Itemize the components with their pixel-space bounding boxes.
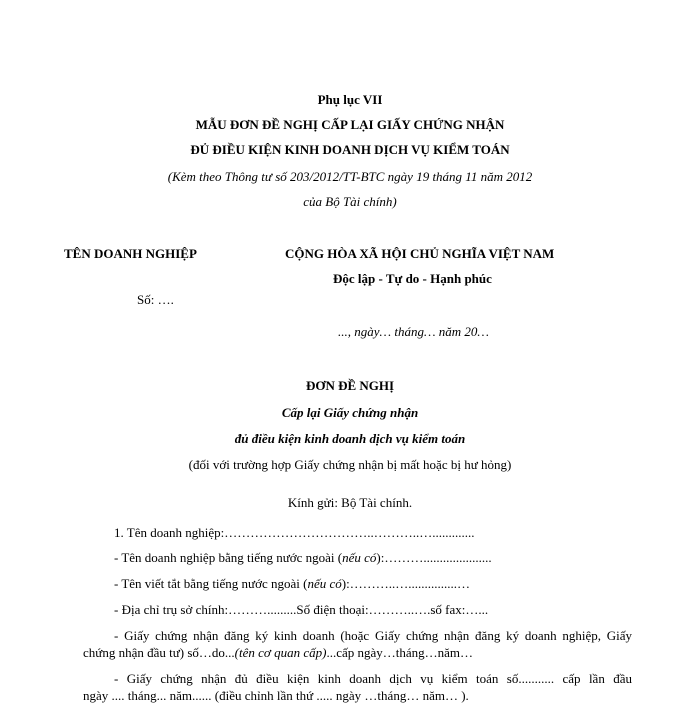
request-subtitle1: Cấp lại Giấy chứng nhận xyxy=(281,405,419,420)
attached-note-line2: của Bộ Tài chính) xyxy=(303,194,397,209)
field-business-registration-line2 xyxy=(83,645,473,661)
field-head-office: - Địa chỉ trụ sở chính:……….........Số điện thoại:………..….số fax:…... xyxy=(114,602,489,617)
republic-name: CỘNG HÒA XÃ HỘI CHỦ NGHĨA VIỆT NAM xyxy=(285,246,555,261)
field-foreign-abbrev-dots: ):………..…...............… xyxy=(341,576,470,591)
request-note: (đối với trường hợp Giấy chứng nhận bị mất hoặc bị hư hỏng) xyxy=(188,457,512,472)
field-foreign-name xyxy=(114,550,492,566)
field-foreign-name-text: - Tên doanh nghiệp bằng tiếng nước ngoài ( xyxy=(114,550,343,565)
request-subtitle2: đủ điều kiện kinh doanh dịch vụ kiểm toán xyxy=(234,431,466,446)
field-certificate-line1: - Giấy chứng nhận đủ điều kiện kinh doanh dịch vụ kiểm toán số........... cấp lần đầu xyxy=(114,671,632,686)
field-foreign-abbrev-optional: nếu có xyxy=(307,576,342,591)
appendix-label: Phụ lục VII xyxy=(317,92,383,107)
field-foreign-name-dots: ):………..................... xyxy=(376,550,492,565)
field-foreign-abbrev-text: - Tên viết tắt bằng tiếng nước ngoài ( xyxy=(114,576,308,591)
recipient-line: Kính gửi: Bộ Tài chính. xyxy=(287,495,413,510)
field-business-registration-number: chứng nhận đầu tư) số…do... xyxy=(83,645,235,660)
field-certificate-line2: ngày .... tháng... năm...... (điều chỉnh lần thứ ..... ngày …tháng… năm… ). xyxy=(83,688,469,703)
national-motto: Độc lập - Tự do - Hạnh phúc xyxy=(333,271,492,286)
request-title: ĐƠN ĐỀ NGHỊ xyxy=(305,378,395,393)
field-issuing-authority: (tên cơ quan cấp) xyxy=(234,645,327,660)
company-name-label: TÊN DOANH NGHIỆP xyxy=(64,246,197,261)
field-business-registration-line1: - Giấy chứng nhận đăng ký kinh doanh (hoặc Giấy chứng nhận đăng ký doanh nghiệp, Giấy xyxy=(114,628,632,643)
field-foreign-name-optional: nếu có xyxy=(342,550,377,565)
attached-note-line1: (Kèm theo Thông tư số 203/2012/TT-BTC ngày 19 tháng 11 năm 2012 xyxy=(167,169,533,184)
field-company-name: 1. Tên doanh nghiệp:……………………………..………..…............. xyxy=(114,525,475,540)
field-business-registration-date: ...cấp ngày…tháng…năm… xyxy=(326,645,474,660)
form-title-line2: ĐỦ ĐIỀU KIỆN KINH DOANH DỊCH VỤ KIỂM TOÁN xyxy=(190,142,510,157)
form-title-line1: MẪU ĐƠN ĐỀ NGHỊ CẤP LẠI GIẤY CHỨNG NHẬN xyxy=(195,117,505,132)
field-foreign-abbrev xyxy=(114,576,470,592)
document-number: Số: …. xyxy=(137,292,174,307)
date-line: ..., ngày… tháng… năm 20… xyxy=(338,324,489,339)
